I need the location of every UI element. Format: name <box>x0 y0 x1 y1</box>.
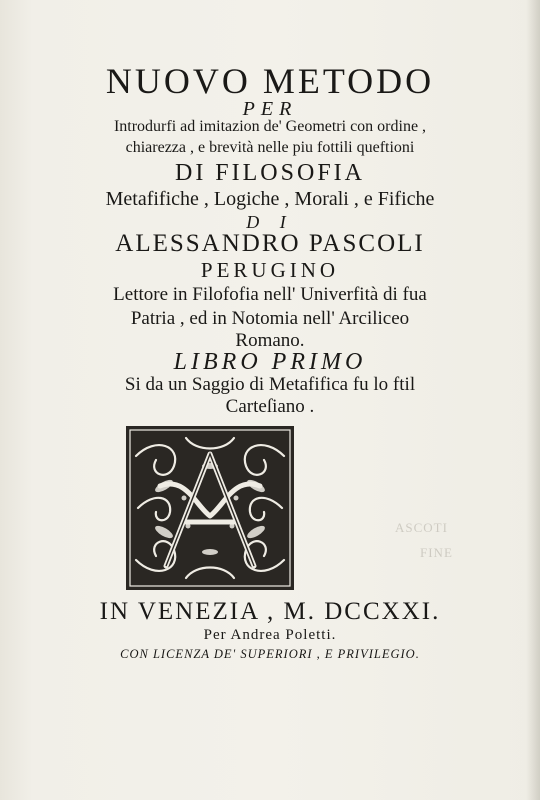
author-preposition: D I <box>246 212 294 232</box>
book-title: NUOVO METODO <box>105 61 435 101</box>
show-through-mark: ASCOTI <box>395 520 448 535</box>
author-title-line-1: Lettore in Filofofia nell' Univerfità di fua <box>113 284 427 305</box>
author-title-line-3: Romano. <box>235 330 305 351</box>
imprint-place-date: IN VENEZIA , M. DCCXXI. <box>99 598 441 625</box>
author-name: ALESSANDRO PASCOLI <box>115 230 425 257</box>
book-description-line-2: Carteſiano . <box>225 396 315 417</box>
subtitle-line-1: Introdurfi ad imitazion de' Geometri con ordine , <box>113 118 427 135</box>
subtitle-line-2: chiarezza , e brevità nelle piu fottili queftioni <box>125 139 415 156</box>
subject-heading: DI FILOSOFIA <box>174 160 365 186</box>
imprint-printer: Per Andrea Poletti. <box>203 627 337 643</box>
author-title-line-2: Patria , ed in Notomia nell' Arciliceo <box>130 308 410 329</box>
subject-parts: Metafifiche , Logiche , Morali , e Fifiche <box>105 188 435 210</box>
author-origin: PERUGINO <box>200 258 340 282</box>
show-through-mark: FINE <box>420 545 453 560</box>
printers-ornament-icon <box>126 426 294 590</box>
book-description-line-1: Si da un Saggio di Metafifica fu lo ftil <box>124 374 416 395</box>
book-number: LIBRO PRIMO <box>173 349 367 375</box>
imprint-license: CON LICENZA DE' SUPERIORI , E PRIVILEGIO. <box>120 647 420 661</box>
book-title-per: PER <box>242 98 298 120</box>
